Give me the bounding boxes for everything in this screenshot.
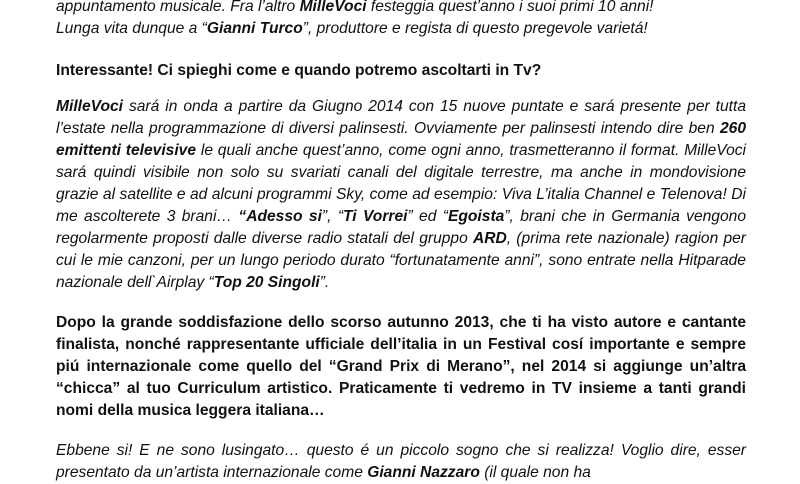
text-run: Ebbene si! E ne sono lusingato… questo é un piccolo sogno che si realizza! Voglio dire, esser presentato da un’artista internazionale come	[56, 442, 746, 481]
answer-2-paragraph	[56, 440, 746, 484]
text-run: ”, brani che in Germania vengono regolarmente proposti dalle diverse radio statali del gruppo	[56, 208, 746, 247]
text-run: ” ed “	[407, 208, 448, 225]
intro-paragraph-end	[56, 0, 746, 40]
text-run: ”, “	[321, 208, 344, 225]
show-name: MilleVoci	[299, 0, 367, 15]
text-run: (il quale non ha	[479, 464, 591, 481]
tv-stations-count: 260 emittenti televisive	[56, 120, 746, 159]
intro-line-1	[56, 0, 746, 18]
text-run: ”, produttore e regista di questo pregevole varietá!	[302, 20, 648, 37]
question-2: Dopo la grande soddisfazione dello scorso autunno 2013, che ti ha visto autore e cantante finalista, nonché rappresentante ufficiale dell’italia in un Festival cosí importante e sempre piú internazionale come quello del “Grand Prix di Merano”, nel 2014 si aggiunge un’altra “chicca” al tuo Curriculum artistico. Praticamente ti vedremo in TV insieme a tanti grandi nomi della musica leggera italiana…	[56, 314, 746, 419]
song-title-2: Ti Vorrei	[343, 208, 408, 225]
text-run: le quali anche quest’anno, come ogni anno, trasmetteranno il format. MilleVoci sará quindi visibile non solo su svariati canali del digitale terrestre, ma anche in mondovisione grazie al satellite e ad alcuni programmi Sky, come ad esempio: Viva L’italia Channel e Telenova! Di me ascolterete 3 brani…	[56, 142, 746, 225]
text-run: sará in onda a partire da Giugno 2014 con 15 nuove puntate e sará presente per tutta l’estate nella programmazione di diversi palinsesti. Ovviamente per palinsesti intendo dire ben	[56, 98, 746, 137]
text-run: Lunga vita dunque a “	[56, 20, 207, 37]
text-run: appuntamento musicale. Fra l’altro	[56, 0, 300, 15]
chart-name: Top 20 Singoli	[213, 274, 320, 291]
text-run: festeggia quest’anno i suoi primi 10 anni!	[366, 0, 654, 15]
article-page	[56, 0, 746, 484]
song-title-1: “Adesso si	[238, 208, 322, 225]
producer-name: Gianni Turco	[206, 20, 303, 37]
broadcaster-name: ARD	[472, 230, 507, 247]
song-title-3: Egoista	[447, 208, 505, 225]
text-run: ”.	[319, 274, 330, 291]
answer-1-paragraph	[56, 96, 746, 294]
intro-line-2	[56, 18, 746, 40]
question-1: Interessante! Ci spieghi come e quando potremo ascoltarti in Tv?	[56, 62, 542, 79]
show-name: MilleVoci	[56, 98, 124, 115]
artist-name: Gianni Nazzaro	[367, 464, 480, 481]
text-run: , (prima rete nazionale) ragion per cui le mie canzoni, per un lungo periodo durato “fortunatamente anni”, sono entrate nella Hitparade nazionale dell`Airplay “	[56, 230, 746, 291]
